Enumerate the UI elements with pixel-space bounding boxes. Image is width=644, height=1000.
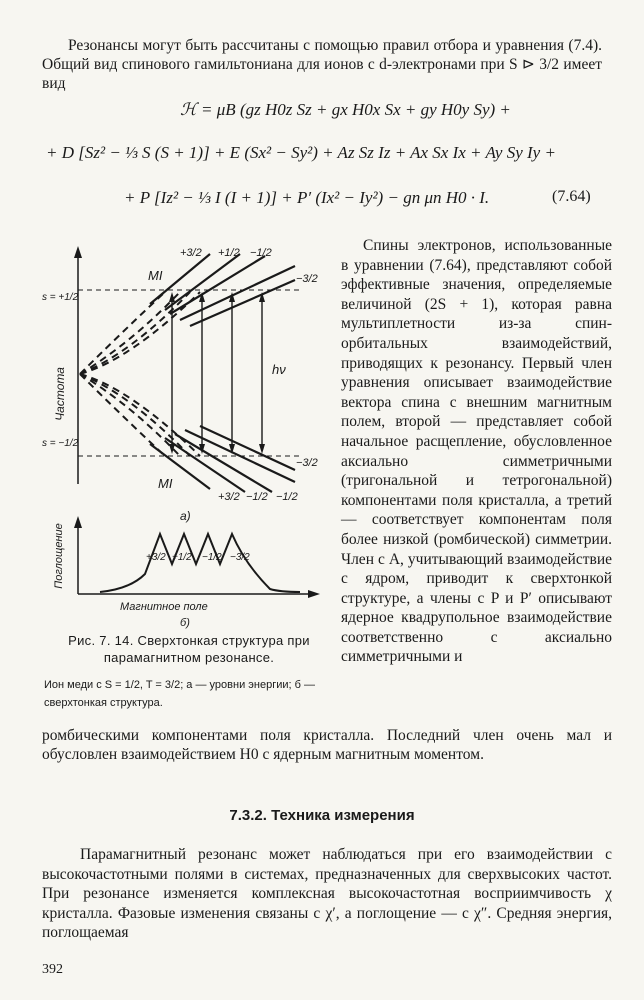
axis-label-frequency: Частота — [53, 367, 67, 421]
arrowheads — [169, 292, 265, 454]
label-s-plus: s = +1/2 — [42, 292, 79, 303]
axis-label-absorption: Поглощение — [53, 523, 65, 589]
label-b: б) — [180, 617, 190, 629]
figure-caption-title: Рис. 7. 14. Сверхтонкая структура при парамагнитном резонансе. — [68, 633, 310, 665]
page-number: 392 — [42, 962, 63, 977]
continuation-paragraph: ромбическими компонентами поля кристалла. Последний член очень мал и обусловлен взаимодействием H0 с ядерным магнитным моментом. — [42, 727, 612, 764]
label-s-minus: s = −1/2 — [42, 438, 79, 449]
top-m-label: −1/2 — [250, 247, 272, 259]
peak-label: +3/2 — [146, 552, 166, 563]
lower-level-line — [175, 434, 272, 492]
axis-arrow-icon — [74, 246, 82, 258]
section-heading: 7.3.2. Техника измерения — [229, 807, 415, 824]
fan-line — [80, 374, 165, 456]
upper-level-line — [170, 256, 265, 314]
fan-line — [80, 292, 165, 374]
axis-arrow-icon — [308, 590, 320, 598]
top-m-label: −3/2 — [296, 273, 318, 285]
label-hv: hν — [272, 362, 286, 377]
upper-level-line — [190, 280, 295, 326]
absorption-curve — [100, 534, 300, 592]
formula-line-1: ℋ = μB (gz H0z Sz + gx H0x Sx + gy H0y Sy) + — [180, 100, 511, 119]
label-mi-top: MI — [148, 268, 163, 283]
section-paragraph: Парамагнитный резонанс может наблюдаться при его взаимодействии с высокочастотными полями в системах, предназначенных для сверхвысоких частот. При резонансе изменяется комплексная высокочастотная восприимчивость χ кристалла. Фазовые изменения связаны с χ′, а поглощение — с χ″. Средняя энергия, поглощаемая — [42, 846, 612, 941]
right-column-paragraph: Спины электронов, использованные в уравнении (7.64), представляют собой эффективные значения, определяемые величиной (2S + 1), которая равна мультиплетности из-за спин-орбитальных взаимодействий, приводящих к резонансу. Первый член уравнения описывает взаимодействие вектора спина с внешним магнитным полем, второй — представляет собой начальное расщепление, обусловленное аксиально симметричными (тригональной и тетрогональной) компонентами поля кристалла, а третий — соответствует компонентам поля более низкой (ромбической) симметрии. Член с A, учитывающий взаимодействие с ядром, приводит к сверхтонкой структуре, а члены с P и P′ описывают ядерное квадрупольное взаимодействие соответственно с аксиально симметричными и — [341, 237, 612, 666]
formula-line-2: + D [Sz² − ⅓ S (S + 1)] + E (Sx² − Sy²) + Az Sz Iz + Ax Sx Ix + Ay Sy Iy + — [46, 143, 556, 162]
fan-line — [80, 292, 180, 374]
dashed-fan — [80, 292, 200, 456]
top-m-label: +1/2 — [218, 247, 240, 259]
figure-caption-detail: Ион меди с S = 1/2, T = 3/2; а — уровни энергии; б — сверхтонкая структура. — [44, 679, 315, 709]
fan-line — [80, 374, 200, 456]
axis-label-field: Магнитное поле — [120, 601, 208, 613]
upper-level-line — [180, 266, 295, 320]
top-m-label: +3/2 — [180, 247, 202, 259]
axis-arrow-icon — [74, 516, 82, 528]
bottom-m-label: +3/2 — [218, 491, 240, 503]
transition-arrows — [172, 296, 262, 449]
label-a: а) — [180, 509, 191, 523]
label-mi-bottom: MI — [158, 476, 173, 491]
bottom-m-label: −1/2 — [276, 491, 298, 503]
fan-line — [80, 374, 180, 456]
peak-label: +1/2 — [172, 552, 192, 563]
fan-line — [80, 292, 200, 374]
bottom-m-label: −1/2 — [246, 491, 268, 503]
peak-label: −3/2 — [230, 552, 250, 563]
peak-label: −1/2 — [202, 552, 222, 563]
bottom-m-label: −3/2 — [296, 457, 318, 469]
lower-level-line — [200, 426, 295, 470]
intro-paragraph: Резонансы могут быть рассчитаны с помощью правил отбора и уравнения (7.4). Общий вид спинового гамильтониана для ионов с d-электронами при S ⊳ 3/2 имеет вид — [42, 37, 602, 92]
equation-number: (7.64) — [552, 188, 591, 205]
figure-7-14 — [40, 244, 340, 634]
arrowhead-icon — [259, 444, 265, 454]
formula-line-3: + P [Iz² − ⅓ I (I + 1)] + P′ (Ix² − Iy²) − gn μn H0 · I. — [124, 188, 490, 207]
